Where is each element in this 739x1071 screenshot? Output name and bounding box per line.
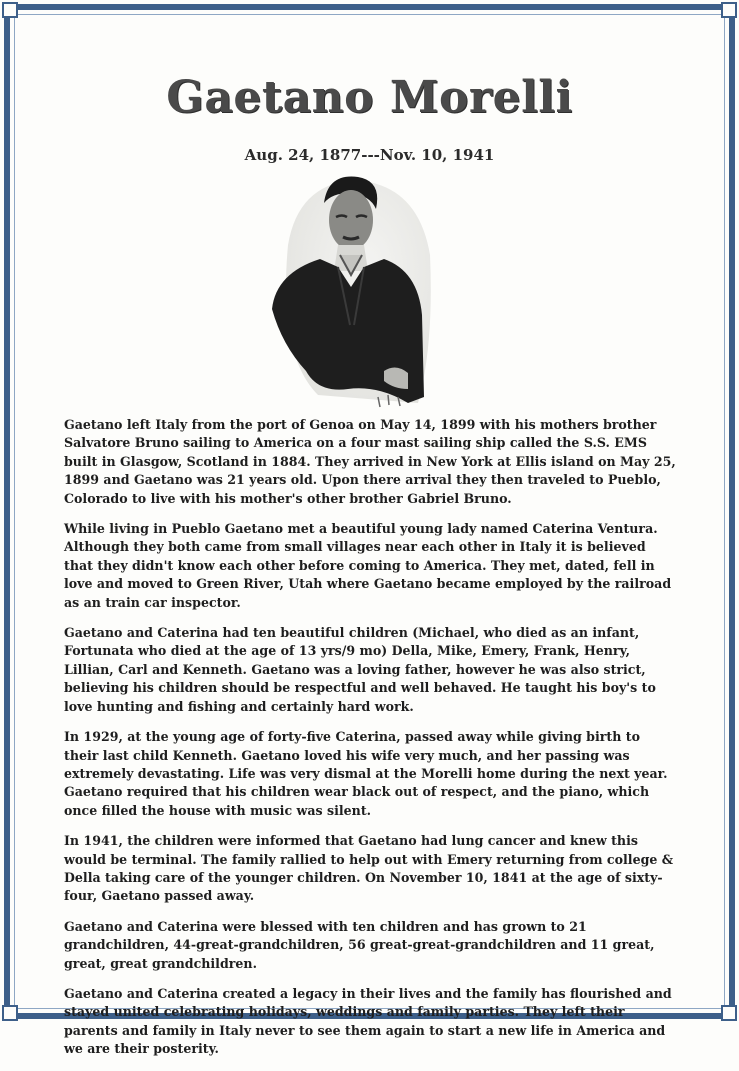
portrait-photo bbox=[258, 175, 438, 411]
paragraph: While living in Pueblo Gaetano met a beautiful young lady named Caterina Ventura. Although they both came from small villages near each other in Italy it is believed that they didn't know each other before coming to America. They met, dated, fell in love and moved to Green River, Utah where Gaetano became employed by the railroad as an train car inspector. bbox=[64, 521, 672, 610]
paragraph: Gaetano and Caterina created a legacy in their lives and the family has flourished and stayed united celebrating holidays, weddings and family parties. They left their parents and family in Italy never to see them again to start a new life in America and we are their posterity. bbox=[64, 985, 672, 1057]
border-corner-ornament bbox=[2, 2, 18, 18]
border-corner-ornament bbox=[721, 1005, 737, 1021]
page-title: Gaetano Morelli bbox=[166, 72, 573, 123]
paragraph: Gaetano left Italy from the port of Genoa on May 14, 1899 with his mothers brother Salvatore Bruno sailing to America on a four mast sailing ship called the S.S. EMS built in Glasgow, Scotland in 1884. They arrived in New York at Ellis island on May 25, 1899 and Gaetano was 21 years old. Upon there arrival they then traveled to Pueblo, Colorado to live with his mother's other brother Gabriel Bruno. bbox=[64, 417, 676, 506]
paragraph: Gaetano and Caterina were blessed with ten children and has grown to 21 grandchildren, 44-great-grandchildren, 56 great-great-grandchildren and 11 great, great, great grandchildren. bbox=[64, 918, 655, 971]
border-corner-ornament bbox=[721, 2, 737, 18]
paragraph: Gaetano and Caterina had ten beautiful children (Michael, who died as an infant, Fortunata who died at the age of 13 yrs/9 mo) Della, Mike, Emery, Frank, Henry, Lillian, Carl and Kenneth. Gaetano was a loving father, however he was also strict, believing his children should be respectful and well behaved. He taught his boy's to love hunting and fishing and certainly hard work. bbox=[64, 625, 656, 714]
biography-text bbox=[64, 416, 678, 1071]
paragraph: In 1941, the children were informed that Gaetano had lung cancer and knew this would be terminal. The family rallied to help out with Emery returning from college & Della taking care of the younger children. On November 10, 1841 at the age of sixty-four, Gaetano passed away. bbox=[64, 833, 674, 904]
border-corner-ornament bbox=[2, 1005, 18, 1021]
life-dates: Aug. 24, 1877---Nov. 10, 1941 bbox=[244, 146, 495, 164]
paragraph: In 1929, at the young age of forty-five Caterina, passed away while giving birth to their last child Kenneth. Gaetano loved his wife very much, and her passing was extremely devastating. Life was very dismal at the Morelli home during the next year. Gaetano required that his children wear black out of respect, and the piano, which once filled the house with music was silent. bbox=[64, 729, 668, 818]
